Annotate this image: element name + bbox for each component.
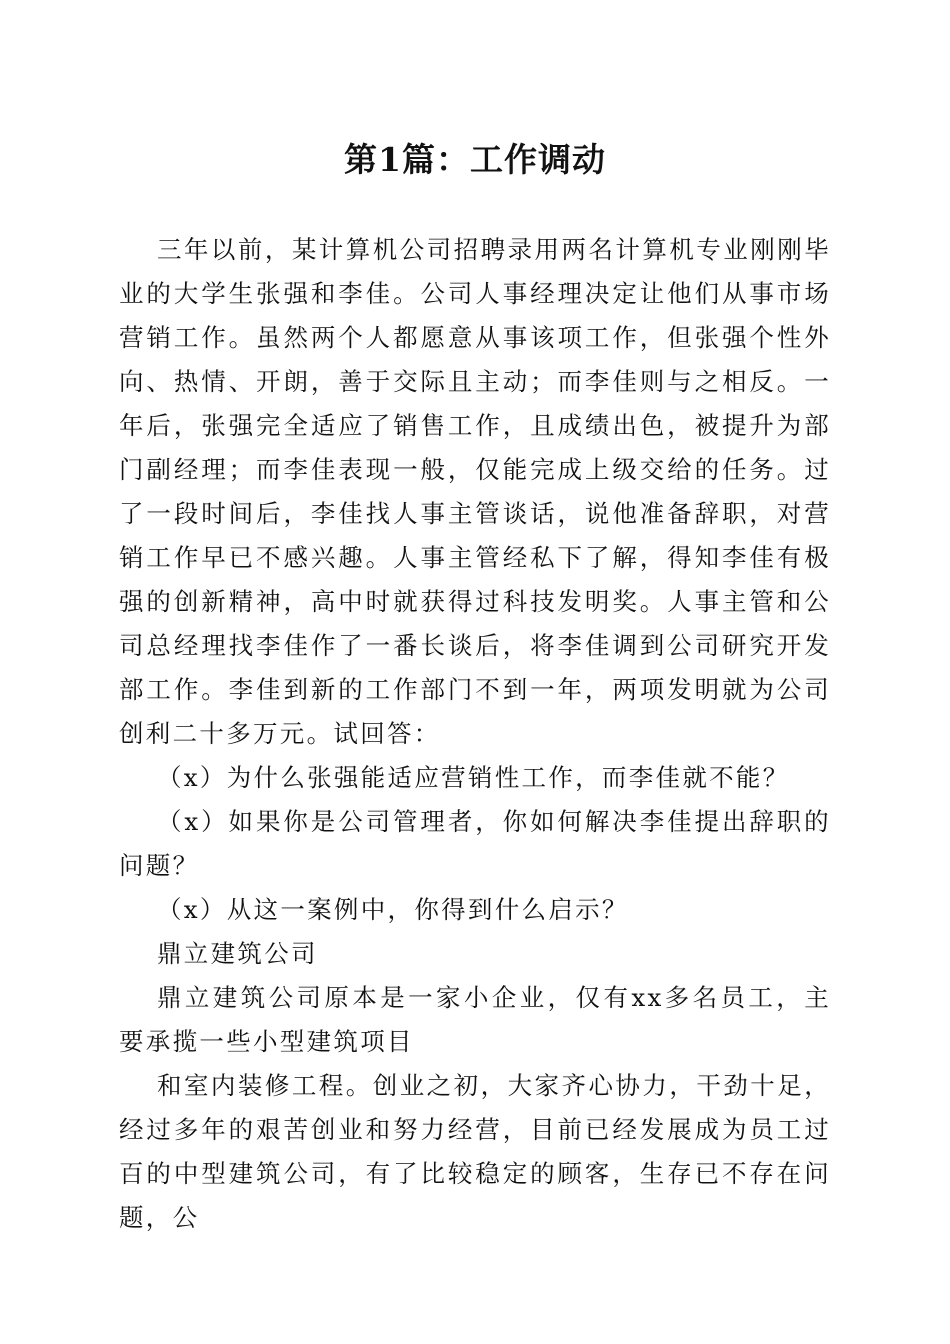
question-2: （x）如果你是公司管理者，你如何解决李佳提出辞职的问题？ <box>119 807 831 880</box>
question-3: （x）从这一案例中，你得到什么启示？ <box>157 895 629 924</box>
paragraph-company-intro: 鼎立建筑公司原本是一家小企业，仅有xx多名员工，主要承揽一些小型建筑项目 <box>119 983 831 1056</box>
paragraph-company-growth: 和室内装修工程。创业之初，大家齐心协力，干劲十足，经过多年的艰苦创业和努力经营，目前已经发展成为员工过百的中型建筑公司，有了比较稳定的顾客，生存已不存在问题，公 <box>119 1071 831 1232</box>
case-heading: 鼎立建筑公司 <box>157 939 318 968</box>
paragraph-case-intro: 三年以前，某计算机公司招聘录用两名计算机专业刚刚毕业的大学生张强和李佳。公司人事经理决定让他们从事市场营销工作。虽然两个人都愿意从事该项工作，但张强个性外向、热情、开朗，善于交际且主动；而李佳则与之相反。一年后，张强完全适应了销售工作，且成绩出色，被提升为部门副经理；而李佳表现一般，仅能完成上级交给的任务。过了一段时间后，李佳找人事主管谈话，说他准备辞职，对营销工作早已不感兴趣。人事主管经私下了解，得知李佳有极强的创新精神，高中时就获得过科技发明奖。人事主管和公司总经理找李佳作了一番长谈后，将李佳调到公司研究开发部工作。李佳到新的工作部门不到一年，两项发明就为公司创利二十多万元。试回答： <box>119 235 831 748</box>
question-1: （x）为什么张强能适应营销性工作，而李佳就不能？ <box>157 763 790 792</box>
document-title: 第1篇：工作调动 <box>344 140 606 179</box>
document-body <box>119 228 831 1240</box>
